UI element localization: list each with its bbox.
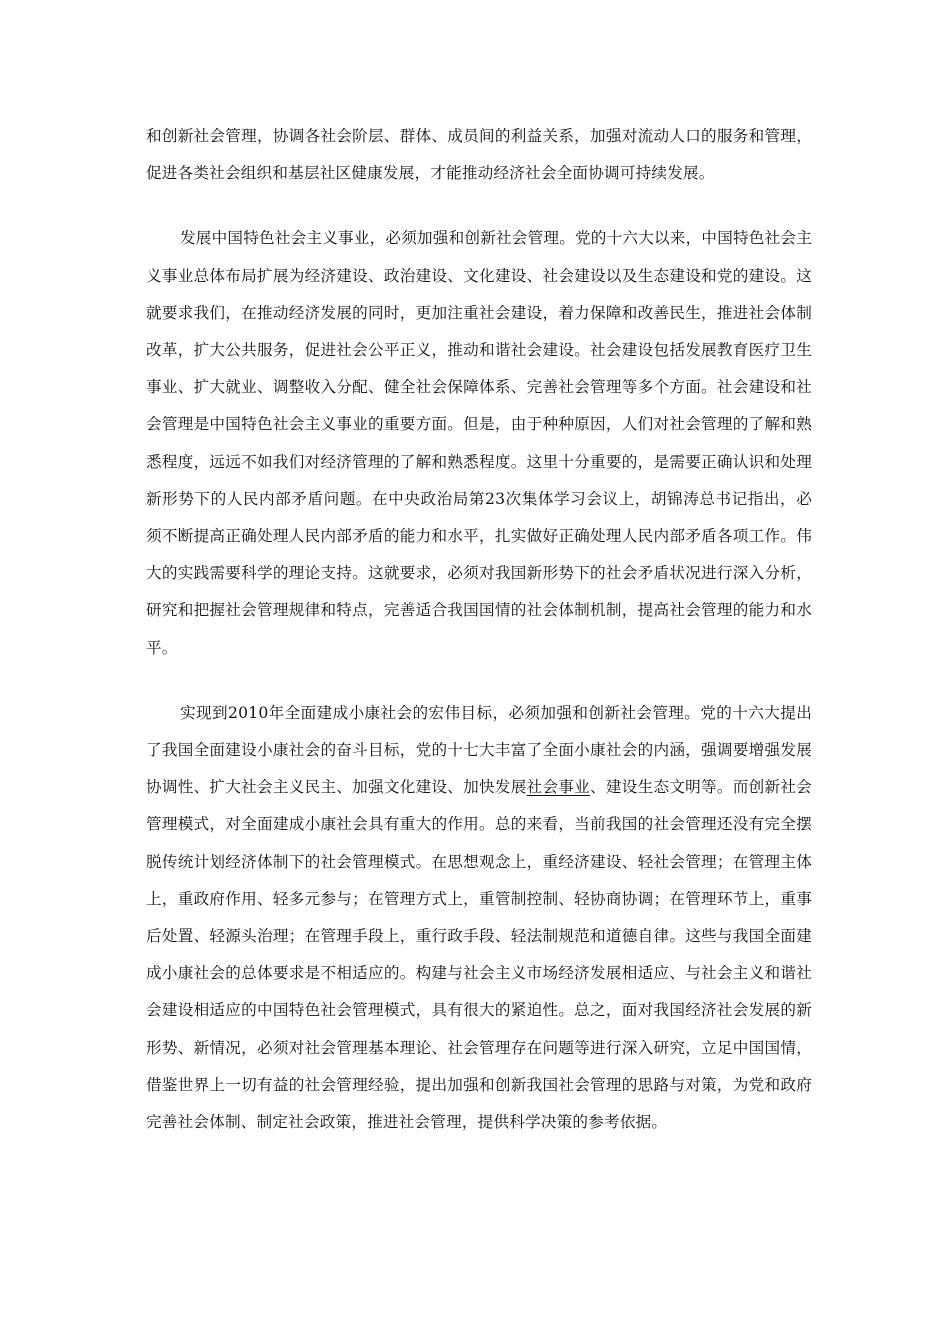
paragraph-text-before-link: 实现到2010年全面建成小康社会的宏伟目标，必须加强和创新社会管理。党的十六大提出了我国全面建设小康社会的奋斗目标，党的十七大丰富了全面小康社会的内涵，强调要增强发展协调性、扩大社会主义民主、加强文化建设、加快发展 xyxy=(146,703,812,797)
paragraph-continuation: 和创新社会管理，协调各社会阶层、群体、成员间的利益关系，加强对流动人口的服务和管理，促进各类社会组织和基层社区健康发展，才能推动经济社会全面协调可持续发展。 xyxy=(146,127,812,183)
document-page xyxy=(146,118,812,1141)
paragraph-social-management: 发展中国特色社会主义事业，必须加强和创新社会管理。党的十六大以来，中国特色社会主义事业总体布局扩展为经济建设、政治建设、文化建设、社会建设以及生态建设和党的建设。这就要求我们，在推动经济发展的同时，更加注重社会建设，着力保障和改善民生，推进社会体制改革，扩大公共服务，促进社会公平正义，推动和谐社会建设。社会建设包括发展教育医疗卫生事业、扩大就业、调整收入分配、健全社会保障体系、完善社会管理等多个方面。社会建设和社会管理是中国特色社会主义事业的重要方面。但是，由于种种原因，人们对社会管理的了解和熟悉程度，远远不如我们对经济管理的了解和熟悉程度。这里十分重要的，是需要正确认识和处理新形势下的人民内部矛盾问题。在中央政治局第23次集体学习会议上，胡锦涛总书记指出，必须不断提高正确处理人民内部矛盾的能力和水平，扎实做好正确处理人民内部矛盾各项工作。伟大的实践需要科学的理论支持。这就要求，必须对我国新形势下的社会矛盾状况进行深入分析，研究和把握社会管理规律和特点，完善适合我国国情的社会体制机制，提高社会管理的能力和水平。 xyxy=(146,229,812,657)
paragraph-text-after-link: 、建设生态文明等。而创新社会管理模式，对全面建成小康社会具有重大的作用。总的来看，当前我国的社会管理还没有完全摆脱传统计划经济体制下的社会管理模式。在思想观念上，重经济建设、轻社会管理；在管理主体上，重政府作用、轻多元参与；在管理方式上，重管制控制、轻协商协调；在管理环节上，重事后处置、轻源头治理；在管理手段上，重行政手段、轻法制规范和道德自律。这些与我国全面建成小康社会的总体要求是不相适应的。构建与社会主义市场经济发展相适应、与社会主义和谐社会建设相适应的中国特色社会管理模式，具有很大的紧迫性。总之，面对我国经济社会发展的新形势、新情况，必须对社会管理基本理论、社会管理存在问题等进行深入研究，立足中国国情，借鉴世界上一切有益的社会管理经验，提出加强和创新我国社会管理的思路与对策，为党和政府完善社会体制、制定社会政策，推进社会管理，提供科学决策的参考依据。 xyxy=(146,778,812,1132)
paragraph-xiaokang-goal xyxy=(146,695,812,1141)
social-undertaking-link[interactable]: 社会事业 xyxy=(526,778,591,797)
